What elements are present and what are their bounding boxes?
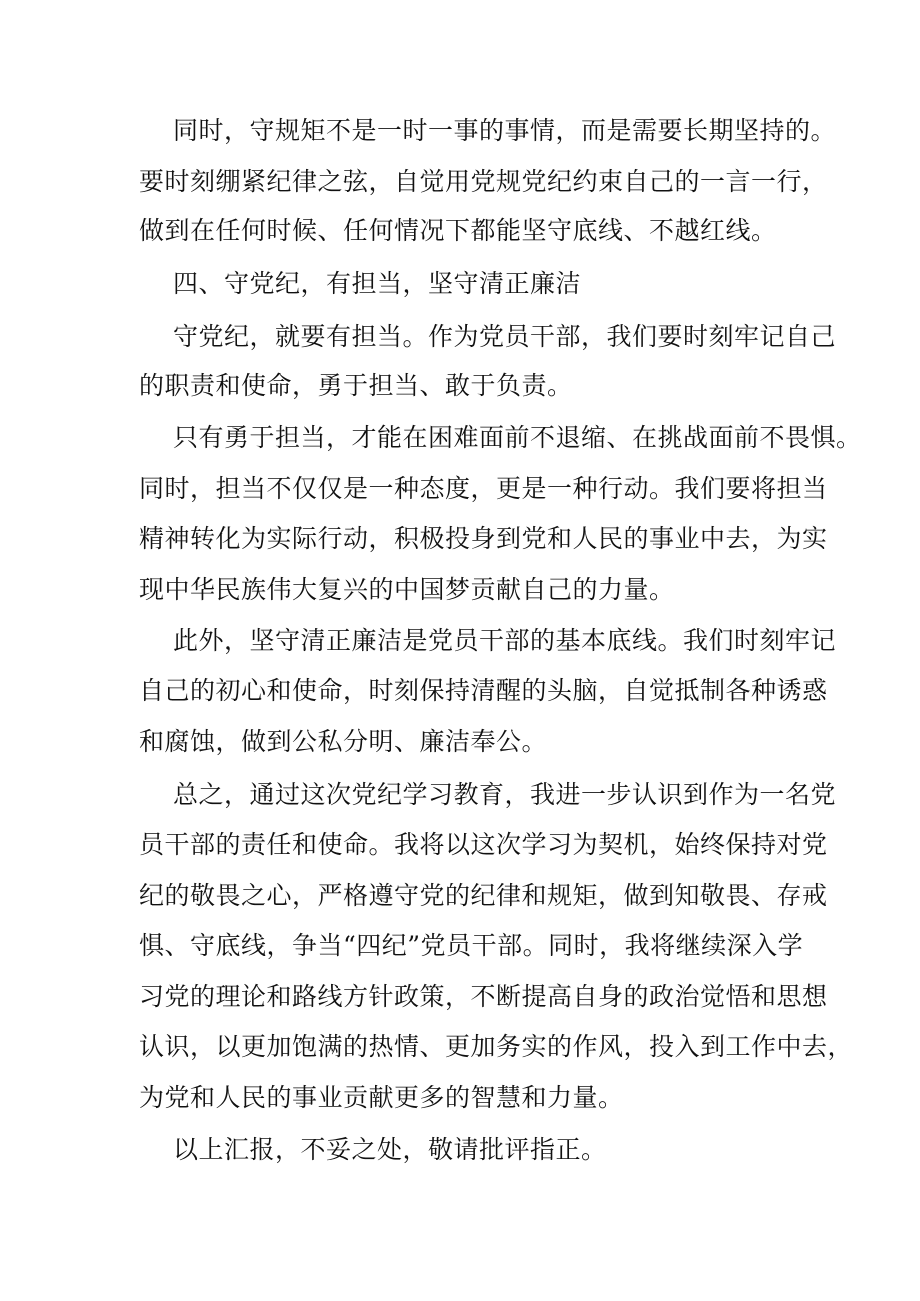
text-line: 此外，坚守清正廉洁是党员干部的基本底线。我们时刻牢记 — [173, 626, 837, 655]
text-line: 要时刻绷紧纪律之弦，自觉用党规党纪约束自己的一言一行， — [139, 167, 828, 196]
text-line: 纪的敬畏之心，严格遵守党的纪律和规矩，做到知敬畏、存戒 — [139, 881, 828, 910]
text-line: 做到在任何时候、任何情况下都能坚守底线、不越红线。 — [139, 216, 777, 245]
text-line: 守党纪，就要有担当。作为党员干部，我们要时刻牢记自己 — [173, 322, 837, 351]
text-line: 员干部的责任和使命。我将以这次学习为契机，始终保持对党 — [139, 830, 828, 859]
text-line: 惧、守底线，争当“四纪”党员干部。同时，我将继续深入学 — [139, 931, 804, 960]
section-heading: 四、守党纪，有担当，坚守清正廉洁 — [173, 269, 582, 298]
text-line: 认识，以更加饱满的热情、更加务实的作风，投入到工作中去， — [139, 1032, 854, 1061]
text-line: 同时，担当不仅仅是一种态度，更是一种行动。我们要将担当 — [139, 474, 828, 503]
text-line: 精神转化为实际行动，积极投身到党和人民的事业中去，为实 — [139, 524, 828, 553]
text-line: 总之，通过这次党纪学习教育，我进一步认识到作为一名党 — [173, 780, 837, 809]
text-line: 习党的理论和路线方针政策，不断提高自身的政治觉悟和思想 — [139, 982, 828, 1011]
text-line: 的职责和使命，勇于担当、敢于负责。 — [139, 371, 573, 400]
text-line: 现中华民族伟大复兴的中国梦贡献自己的力量。 — [139, 575, 675, 604]
text-line: 同时，守规矩不是一时一事的事情，而是需要长期坚持的。 — [173, 116, 837, 145]
text-line: 为党和人民的事业贡献更多的智慧和力量。 — [139, 1083, 624, 1112]
text-line: 和腐蚀，做到公私分明、廉洁奉公。 — [139, 727, 548, 756]
text-line: 自己的初心和使命，时刻保持清醒的头脑，自觉抵制各种诱惑 — [139, 676, 828, 705]
text-line: 以上汇报，不妥之处，敬请批评指正。 — [173, 1135, 607, 1164]
text-line: 只有勇于担当，才能在困难面前不退缩、在挑战面前不畏惧。 — [173, 423, 862, 452]
